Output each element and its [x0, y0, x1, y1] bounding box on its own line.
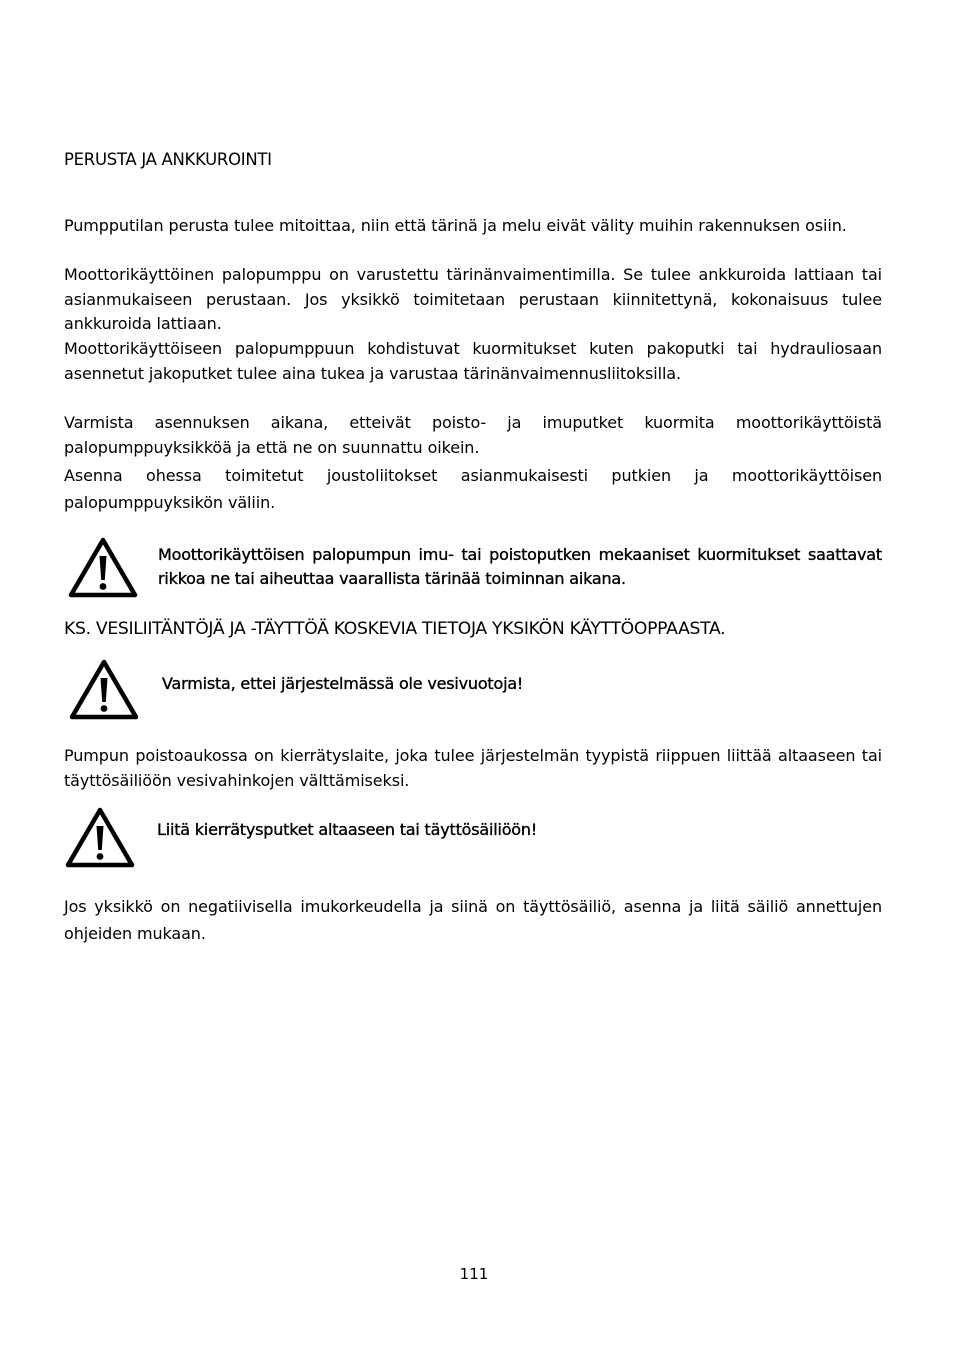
paragraph-negative-suction: Jos yksikkö on negatiivisella imukorkeudella ja siinä on täyttösäiliö, asenna ja liitä säiliö annettujen ohjeiden mukaan.: [64, 897, 882, 943]
page-number: 111: [459, 1265, 489, 1283]
warning-text-recirculation-pipes: Liitä kierrätysputket altaaseen tai täyttösäiliöön!: [157, 820, 538, 839]
warning-triangle-icon: [67, 536, 139, 600]
paragraph-pipe-loads: Varmista asennuksen aikana, etteivät poisto- ja imuputket kuormita moottorikäyttöistä palopumppuyksikköä ja että ne on suunnattu oikein.: [64, 413, 882, 457]
warning-text-water-leaks: Varmista, ettei järjestelmässä ole vesivuotoja!: [162, 674, 524, 693]
warning-text-mechanical-loads: Moottorikäyttöisen palopumpun imu- tai poistoputken mekaaniset kuormitukset saattavat rikkoa ne tai aiheuttaa vaarallista tärinää toiminnan aikana.: [158, 545, 882, 588]
section-heading-foundation: PERUSTA JA ANKKUROINTI: [64, 150, 272, 169]
warning-triangle-icon: [64, 806, 136, 870]
paragraph-recirculation-device: Pumpun poistoaukossa on kierrätyslaite, joka tulee järjestelmän tyypistä riippuen liittää altaaseen tai täyttösäiliöön vesivahinkojen välttämiseksi.: [64, 746, 882, 790]
paragraph-flex-joints: Asenna ohessa toimitetut joustoliitokset asianmukaisesti putkien ja moottorikäyttöisen palopumppuyksikön väliin.: [64, 466, 882, 512]
paragraph-foundation-sizing: Pumpputilan perusta tulee mitoittaa, niin että tärinä ja melu eivät välity muihin rakennuksen osiin.: [64, 216, 847, 235]
paragraph-loads-support: Moottorikäyttöiseen palopumppuun kohdistuvat kuormitukset kuten pakoputki tai hydrauliosaan asennetut jakoputket tulee aina tukea ja varustaa tärinänvaimennusliitoksilla.: [64, 339, 882, 383]
warning-triangle-icon: [68, 658, 140, 722]
paragraph-vibration-dampers: Moottorikäyttöinen palopumppu on varustettu tärinänvaimentimilla. Se tulee ankkuroida lattiaan tai asianmukaiseen perustaan. Jos yksikkö toimitetaan perustaan kiinnitettynä, kokonaisuus tulee ankkuroida lattiaan.: [64, 265, 882, 333]
section-heading-water-connections: KS. VESILIITÄNTÖJÄ JA -TÄYTTÖÄ KOSKEVIA TIETOJA YKSIKÖN KÄYTTÖOPPAASTA.: [64, 619, 726, 639]
